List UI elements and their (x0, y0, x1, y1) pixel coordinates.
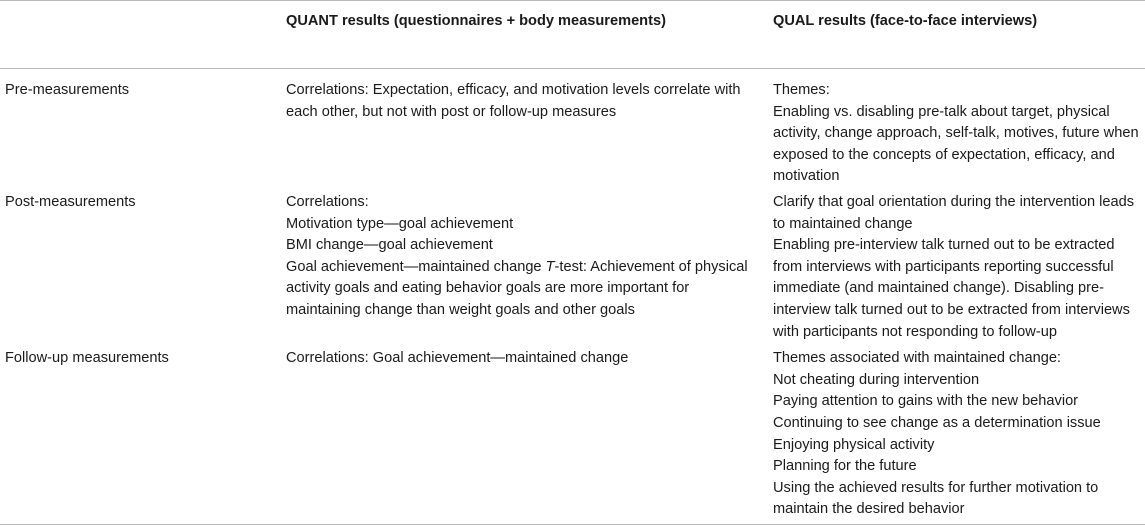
header-empty-cell (0, 1, 281, 69)
table-row (0, 347, 1145, 524)
quant-cell (281, 191, 768, 347)
t-variable: T (545, 258, 555, 275)
header-row (0, 1, 1145, 69)
quant-text: BMI change—goal achievement (286, 237, 493, 254)
qual-text: Paying attention to gains with the new behavior (773, 393, 1079, 410)
table-header (0, 1, 1145, 69)
qual-text: Using the achieved results for further motivation to maintain the desired behavior (773, 479, 1099, 518)
qual-text: Continuing to see change as a determination issue (773, 414, 1101, 431)
qual-text: Enabling pre-interview talk turned out to be extracted from interviews with participants reporting successful immediate (and maintained change). Disabling pre-interview talk turned out to be extracted from interviews with participants not responding to follow-up (773, 237, 1130, 340)
qual-text: Not cheating during intervention (773, 371, 980, 388)
row-label: Follow-up measurements (5, 350, 169, 367)
table-body (0, 69, 1145, 525)
qual-text: Planning for the future (773, 458, 917, 475)
qual-text: Themes: (773, 82, 830, 98)
row-label: Pre-measurements (5, 82, 130, 98)
qual-cell (768, 69, 1145, 191)
qual-text: Themes associated with maintained change: (773, 350, 1061, 367)
quant-text: -test: Achievement of physical activity goals and eating behavior goals are more important for maintaining change than weight goals and other goals (286, 258, 748, 318)
qual-text: Enjoying physical activity (773, 436, 935, 453)
quant-ttest-text (286, 257, 762, 322)
quant-text: Goal achievement—maintained change (286, 258, 542, 275)
header-quant-results: QUANT results (questionnaires + body measurements) (286, 13, 666, 29)
quant-text: Correlations: (286, 193, 369, 210)
qual-text: Clarify that goal orientation during the intervention leads to maintained change (773, 193, 1135, 232)
quant-text: Correlations: Goal achievement—maintained change (286, 350, 629, 367)
quant-text: Motivation type—goal achievement (286, 215, 514, 232)
row-label: Post-measurements (5, 193, 136, 210)
header-qual-results: QUAL results (face-to-face interviews) (773, 13, 1038, 29)
qual-text: Enabling vs. disabling pre-talk about target, physical activity, change approach, self-talk, motives, future when exposed to the concepts of expectation, efficacy, and motivation (773, 103, 1139, 185)
quant-cell (281, 347, 768, 524)
qual-cell (768, 347, 1145, 524)
table-row (0, 69, 1145, 191)
quant-text: Correlations: Expectation, efficacy, and motivation levels correlate with each other, but not with post or follow-up measures (286, 82, 741, 120)
qual-cell (768, 191, 1145, 347)
quant-cell (281, 69, 768, 191)
table-row (0, 191, 1145, 347)
